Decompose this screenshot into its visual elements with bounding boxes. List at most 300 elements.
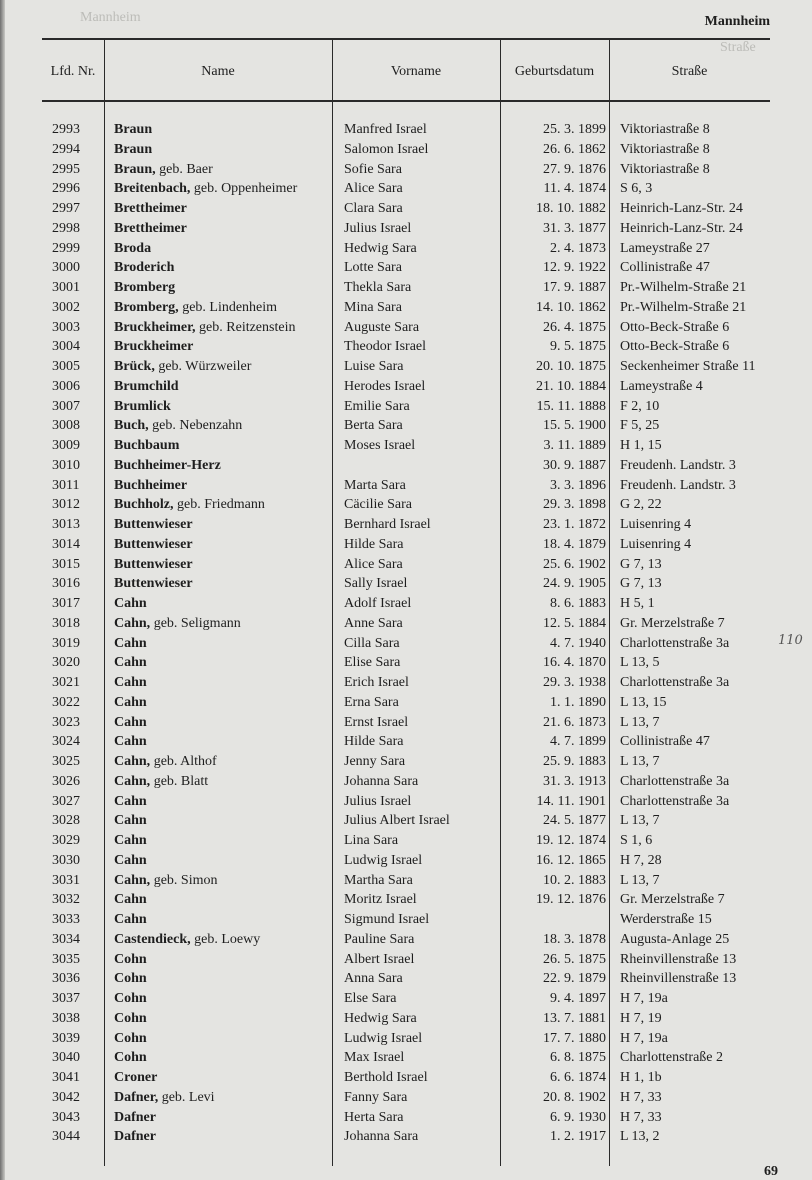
cell-nr: 3006 bbox=[52, 378, 80, 394]
maiden-name: geb. Blatt bbox=[150, 773, 209, 789]
table-row bbox=[0, 1068, 812, 1088]
cell-geburtsdatum: 23. 1. 1872 bbox=[543, 517, 606, 532]
cell-nr: 3019 bbox=[52, 635, 80, 651]
table-row bbox=[0, 239, 812, 259]
surname: Cahn bbox=[114, 694, 147, 710]
cell-nr: 3033 bbox=[52, 912, 80, 927]
surname: Cahn bbox=[114, 714, 147, 730]
cell-strasse: Lameystraße 4 bbox=[620, 378, 703, 394]
cell-geburtsdatum: 13. 7. 1881 bbox=[543, 1010, 606, 1026]
cell-vorname: Salomon Israel bbox=[344, 141, 429, 157]
cell-nr: 2999 bbox=[52, 240, 80, 256]
cell-geburtsdatum: 17. 7. 1880 bbox=[543, 1030, 606, 1046]
surname: Cohn bbox=[114, 1010, 147, 1026]
table-row bbox=[0, 476, 812, 496]
table-row bbox=[0, 160, 812, 180]
bleed-through-text: Mannheim bbox=[80, 10, 141, 25]
table-row bbox=[0, 456, 812, 476]
cell-geburtsdatum: 9. 4. 1897 bbox=[550, 991, 606, 1006]
cell-name bbox=[114, 693, 147, 713]
cell-vorname: Thekla Sara bbox=[344, 280, 412, 295]
cell-name bbox=[114, 239, 151, 259]
cell-nr: 3016 bbox=[52, 576, 80, 592]
surname: Cohn bbox=[114, 991, 147, 1006]
cell-geburtsdatum: 18. 4. 1879 bbox=[543, 536, 606, 552]
table-row bbox=[0, 831, 812, 851]
cell-name bbox=[114, 653, 147, 673]
cell-vorname: Erna Sara bbox=[344, 694, 399, 710]
maiden-name: geb. Friedmann bbox=[173, 497, 265, 513]
surname: Cahn, bbox=[114, 754, 151, 769]
table-row bbox=[0, 1048, 812, 1068]
cell-strasse: S 6, 3 bbox=[620, 181, 653, 197]
surname: Cahn bbox=[114, 734, 147, 750]
column-header-vorname: Vorname bbox=[390, 64, 442, 79]
surname: Castendieck, bbox=[114, 931, 191, 947]
cell-strasse: L 13, 5 bbox=[620, 655, 660, 671]
cell-nr: 3035 bbox=[52, 951, 80, 967]
cell-nr: 3030 bbox=[52, 852, 80, 868]
cell-vorname: Ludwig Israel bbox=[344, 1030, 423, 1046]
cell-name bbox=[114, 713, 147, 733]
cell-nr: 3027 bbox=[52, 793, 80, 809]
cell-name bbox=[114, 416, 242, 436]
surname: Dafner bbox=[114, 1129, 156, 1145]
table-row bbox=[0, 318, 812, 338]
cell-strasse: Collinistraße 47 bbox=[620, 734, 710, 750]
cell-vorname: Max Israel bbox=[344, 1050, 405, 1066]
surname: Buttenwieser bbox=[114, 556, 193, 572]
cell-vorname: Emilie Sara bbox=[344, 398, 410, 414]
cell-nr: 3044 bbox=[52, 1129, 80, 1145]
cell-strasse: Luisenring 4 bbox=[620, 517, 692, 532]
maiden-name: geb. Würzweiler bbox=[154, 359, 252, 374]
surname: Buttenwieser bbox=[114, 536, 193, 552]
cell-geburtsdatum: 31. 3. 1913 bbox=[543, 773, 606, 789]
surname: Broda bbox=[114, 240, 152, 256]
table-row bbox=[0, 950, 812, 970]
cell-strasse: H 5, 1 bbox=[620, 596, 655, 611]
table-row bbox=[0, 1108, 812, 1128]
surname: Brück, bbox=[114, 359, 155, 374]
cell-strasse: L 13, 7 bbox=[620, 813, 660, 829]
column-header-name: Name bbox=[201, 64, 235, 79]
table-row bbox=[0, 535, 812, 555]
cell-strasse: Charlottenstraße 3a bbox=[620, 635, 730, 651]
cell-name bbox=[114, 950, 147, 970]
cell-strasse: Rheinvillenstraße 13 bbox=[620, 951, 737, 967]
cell-nr: 3010 bbox=[52, 457, 80, 473]
cell-name bbox=[114, 120, 152, 140]
cell-geburtsdatum: 4. 7. 1899 bbox=[550, 734, 606, 750]
cell-name bbox=[114, 910, 147, 930]
cell-geburtsdatum: 4. 7. 1940 bbox=[550, 635, 606, 651]
cell-strasse: Charlottenstraße 3a bbox=[620, 675, 730, 690]
cell-geburtsdatum: 27. 9. 1876 bbox=[543, 161, 606, 177]
cell-geburtsdatum: 9. 5. 1875 bbox=[550, 339, 606, 355]
cell-nr: 3004 bbox=[52, 339, 80, 355]
cell-vorname: Berta Sara bbox=[344, 418, 403, 434]
cell-geburtsdatum: 21. 10. 1884 bbox=[536, 378, 606, 394]
table-row bbox=[0, 1088, 812, 1108]
cell-vorname: Ludwig Israel bbox=[344, 852, 423, 868]
table-row bbox=[0, 969, 812, 989]
cell-name bbox=[114, 1108, 156, 1128]
cell-name bbox=[114, 318, 295, 338]
cell-strasse: L 13, 15 bbox=[620, 694, 667, 710]
table-row bbox=[0, 653, 812, 673]
cell-vorname: Hilde Sara bbox=[344, 734, 404, 750]
table-row bbox=[0, 1009, 812, 1029]
cell-strasse: Werderstraße 15 bbox=[620, 912, 712, 927]
cell-name bbox=[114, 989, 147, 1009]
cell-strasse: H 1, 1b bbox=[620, 1070, 662, 1085]
table-row bbox=[0, 811, 812, 831]
surname: Cohn bbox=[114, 971, 147, 987]
cell-strasse: L 13, 7 bbox=[620, 754, 660, 769]
cell-name bbox=[114, 555, 193, 575]
cell-nr: 3022 bbox=[52, 694, 80, 710]
cell-strasse: Pr.-Wilhelm-Straße 21 bbox=[620, 280, 747, 295]
surname: Cohn bbox=[114, 1030, 147, 1046]
cell-name bbox=[114, 1048, 147, 1068]
cell-name bbox=[114, 179, 297, 199]
cell-name bbox=[114, 831, 147, 851]
cell-name bbox=[114, 160, 213, 180]
surname: Cahn bbox=[114, 852, 147, 868]
surname: Bromberg, bbox=[114, 299, 179, 315]
cell-name bbox=[114, 436, 179, 456]
table-row bbox=[0, 1127, 812, 1147]
cell-strasse: H 7, 33 bbox=[620, 1109, 662, 1125]
cell-geburtsdatum: 16. 4. 1870 bbox=[543, 655, 606, 671]
table-row bbox=[0, 397, 812, 417]
table-row bbox=[0, 515, 812, 535]
surname: Croner bbox=[114, 1070, 158, 1085]
surname: Cahn bbox=[114, 813, 147, 829]
maiden-name: geb. Baer bbox=[155, 161, 213, 177]
table-row bbox=[0, 120, 812, 140]
cell-strasse: Rheinvillenstraße 13 bbox=[620, 971, 737, 987]
table-row bbox=[0, 989, 812, 1009]
cell-name bbox=[114, 772, 208, 792]
cell-nr: 3018 bbox=[52, 615, 80, 631]
surname: Cahn, bbox=[114, 615, 151, 631]
city-heading: Mannheim bbox=[704, 14, 770, 29]
cell-vorname: Fanny Sara bbox=[344, 1089, 408, 1105]
cell-geburtsdatum: 26. 5. 1875 bbox=[543, 951, 606, 967]
cell-name bbox=[114, 397, 171, 417]
cell-vorname: Mina Sara bbox=[344, 299, 402, 315]
cell-geburtsdatum: 24. 9. 1905 bbox=[543, 576, 606, 592]
cell-geburtsdatum: 20. 10. 1875 bbox=[536, 359, 606, 374]
cell-geburtsdatum: 29. 3. 1898 bbox=[543, 497, 606, 513]
surname: Buch, bbox=[114, 418, 149, 434]
column-header-geburtsdatum: Geburtsdatum bbox=[514, 64, 595, 79]
cell-geburtsdatum: 31. 3. 1877 bbox=[543, 220, 606, 236]
cell-name bbox=[114, 535, 193, 555]
cell-name bbox=[114, 377, 179, 397]
cell-name bbox=[114, 515, 193, 535]
table-row bbox=[0, 495, 812, 515]
cell-strasse: L 13, 7 bbox=[620, 872, 660, 888]
surname: Buttenwieser bbox=[114, 576, 193, 592]
cell-name bbox=[114, 495, 265, 515]
cell-vorname: Erich Israel bbox=[344, 675, 409, 690]
cell-name bbox=[114, 930, 260, 950]
maiden-name: geb. Althof bbox=[150, 754, 217, 769]
cell-nr: 3026 bbox=[52, 773, 80, 789]
cell-name bbox=[114, 1009, 147, 1029]
cell-name bbox=[114, 476, 187, 496]
surname: Breitenbach, bbox=[114, 181, 191, 197]
surname: Cahn, bbox=[114, 773, 151, 789]
cell-geburtsdatum: 12. 9. 1922 bbox=[543, 260, 606, 276]
table-row bbox=[0, 594, 812, 614]
surname: Bruckheimer bbox=[114, 339, 194, 355]
surname: Dafner, bbox=[114, 1089, 159, 1105]
cell-geburtsdatum: 26. 6. 1862 bbox=[543, 141, 606, 157]
table-row bbox=[0, 851, 812, 871]
table-row bbox=[0, 258, 812, 278]
surname: Cahn bbox=[114, 596, 147, 611]
cell-strasse: F 5, 25 bbox=[620, 418, 660, 434]
cell-vorname: Cäcilie Sara bbox=[344, 497, 413, 513]
cell-vorname: Lina Sara bbox=[344, 833, 399, 848]
cell-nr: 3014 bbox=[52, 536, 80, 552]
cell-geburtsdatum: 8. 6. 1883 bbox=[550, 596, 606, 611]
cell-geburtsdatum: 18. 3. 1878 bbox=[543, 931, 606, 947]
table-row bbox=[0, 436, 812, 456]
surname: Cahn bbox=[114, 635, 147, 651]
column-header-strasse: Straße bbox=[671, 64, 708, 79]
cell-strasse: Freudenh. Landstr. 3 bbox=[620, 457, 736, 473]
cell-nr: 3042 bbox=[52, 1089, 80, 1105]
cell-vorname: Hedwig Sara bbox=[344, 1010, 417, 1026]
cell-name bbox=[114, 337, 193, 357]
cell-vorname: Adolf Israel bbox=[344, 596, 412, 611]
cell-vorname: Hilde Sara bbox=[344, 536, 404, 552]
cell-geburtsdatum: 14. 10. 1862 bbox=[536, 299, 606, 315]
surname: Broderich bbox=[114, 260, 175, 276]
table-row bbox=[0, 910, 812, 930]
cell-strasse: H 7, 19 bbox=[620, 1010, 662, 1026]
cell-geburtsdatum: 1. 1. 1890 bbox=[550, 694, 606, 710]
table-row bbox=[0, 713, 812, 733]
cell-name bbox=[114, 752, 217, 772]
cell-vorname: Elise Sara bbox=[344, 655, 401, 671]
cell-nr: 3013 bbox=[52, 517, 80, 532]
cell-strasse: Gr. Merzelstraße 7 bbox=[620, 615, 725, 631]
table-row bbox=[0, 890, 812, 910]
maiden-name: geb. Levi bbox=[158, 1089, 215, 1105]
cell-vorname: Pauline Sara bbox=[344, 931, 415, 947]
cell-vorname: Martha Sara bbox=[344, 872, 413, 888]
surname: Cahn bbox=[114, 912, 147, 927]
cell-strasse: G 2, 22 bbox=[620, 497, 662, 513]
surname: Brettheimer bbox=[114, 220, 187, 236]
surname: Buchholz, bbox=[114, 497, 174, 513]
cell-name bbox=[114, 732, 147, 752]
surname: Brumchild bbox=[114, 378, 179, 394]
maiden-name: geb. Loewy bbox=[190, 931, 261, 947]
cell-strasse: Lameystraße 27 bbox=[620, 240, 710, 256]
surname: Cahn bbox=[114, 655, 147, 671]
cell-nr: 2996 bbox=[52, 181, 80, 197]
maiden-name: geb. Nebenzahn bbox=[148, 418, 243, 434]
cell-vorname: Julius Albert Israel bbox=[344, 813, 450, 829]
cell-geburtsdatum: 24. 5. 1877 bbox=[543, 813, 606, 829]
bleed-through-text: Straße bbox=[720, 40, 756, 55]
cell-nr: 3017 bbox=[52, 596, 80, 611]
cell-vorname: Julius Israel bbox=[344, 220, 412, 236]
cell-nr: 3008 bbox=[52, 418, 80, 434]
cell-strasse: H 1, 15 bbox=[620, 438, 662, 453]
cell-strasse: Freudenh. Landstr. 3 bbox=[620, 477, 736, 493]
cell-strasse: G 7, 13 bbox=[620, 556, 662, 572]
cell-geburtsdatum: 2. 4. 1873 bbox=[550, 240, 606, 256]
cell-geburtsdatum: 3. 3. 1896 bbox=[550, 477, 606, 493]
table-row bbox=[0, 871, 812, 891]
cell-vorname: Auguste Sara bbox=[344, 319, 420, 335]
table-row bbox=[0, 634, 812, 654]
cell-nr: 3024 bbox=[52, 734, 80, 750]
table-row bbox=[0, 357, 812, 377]
cell-strasse: F 2, 10 bbox=[620, 398, 660, 414]
cell-nr: 3031 bbox=[52, 872, 80, 888]
cell-geburtsdatum: 25. 3. 1899 bbox=[543, 122, 606, 137]
cell-geburtsdatum: 11. 4. 1874 bbox=[543, 181, 606, 197]
cell-vorname: Theodor Israel bbox=[344, 339, 427, 355]
table-row bbox=[0, 930, 812, 950]
cell-vorname: Clara Sara bbox=[344, 201, 403, 216]
table-row bbox=[0, 673, 812, 693]
cell-name bbox=[114, 673, 147, 693]
cell-strasse: H 7, 33 bbox=[620, 1089, 662, 1105]
table-top-rule bbox=[42, 38, 770, 40]
cell-vorname: Lotte Sara bbox=[344, 260, 402, 276]
cell-vorname: Ernst Israel bbox=[344, 714, 409, 730]
surname: Cohn bbox=[114, 1050, 147, 1066]
cell-name bbox=[114, 1068, 157, 1088]
cell-strasse: L 13, 7 bbox=[620, 714, 660, 730]
cell-nr: 2995 bbox=[52, 161, 80, 177]
cell-nr: 3038 bbox=[52, 1010, 80, 1026]
cell-geburtsdatum: 1. 2. 1917 bbox=[550, 1129, 606, 1145]
table-row bbox=[0, 219, 812, 239]
surname: Braun, bbox=[114, 161, 156, 177]
cell-nr: 3011 bbox=[52, 477, 80, 493]
table-row bbox=[0, 416, 812, 436]
cell-strasse: Otto-Beck-Straße 6 bbox=[620, 319, 730, 335]
cell-vorname: Berthold Israel bbox=[344, 1070, 428, 1085]
cell-geburtsdatum: 29. 3. 1938 bbox=[543, 675, 606, 690]
cell-strasse: Viktoriastraße 8 bbox=[620, 122, 710, 137]
maiden-name: geb. Lindenheim bbox=[178, 299, 278, 315]
cell-name bbox=[114, 278, 175, 298]
cell-strasse: Otto-Beck-Straße 6 bbox=[620, 339, 730, 355]
cell-nr: 3029 bbox=[52, 833, 80, 848]
cell-name bbox=[114, 890, 147, 910]
cell-vorname: Jenny Sara bbox=[344, 754, 406, 769]
cell-nr: 2998 bbox=[52, 220, 80, 236]
cell-geburtsdatum: 17. 9. 1887 bbox=[543, 280, 606, 295]
table-row bbox=[0, 298, 812, 318]
cell-name bbox=[114, 614, 241, 634]
cell-nr: 3023 bbox=[52, 714, 80, 730]
cell-name bbox=[114, 199, 187, 219]
cell-strasse: Heinrich-Lanz-Str. 24 bbox=[620, 201, 743, 216]
table-row bbox=[0, 140, 812, 160]
surname: Bruckheimer, bbox=[114, 319, 196, 335]
cell-geburtsdatum: 22. 9. 1879 bbox=[543, 971, 606, 987]
cell-name bbox=[114, 298, 277, 318]
cell-name bbox=[114, 258, 174, 278]
table-row bbox=[0, 752, 812, 772]
cell-strasse: Viktoriastraße 8 bbox=[620, 161, 710, 177]
cell-strasse: Charlottenstraße 3a bbox=[620, 773, 730, 789]
cell-geburtsdatum: 6. 9. 1930 bbox=[550, 1109, 606, 1125]
cell-geburtsdatum: 16. 12. 1865 bbox=[536, 852, 606, 868]
cell-nr: 3002 bbox=[52, 299, 80, 315]
cell-vorname: Manfred Israel bbox=[344, 122, 427, 137]
maiden-name: geb. Seligmann bbox=[150, 615, 241, 631]
surname: Cahn, bbox=[114, 872, 151, 888]
cell-name bbox=[114, 140, 152, 160]
surname: Cahn bbox=[114, 833, 147, 848]
cell-vorname: Else Sara bbox=[344, 991, 397, 1006]
table-row bbox=[0, 1029, 812, 1049]
surname: Buttenwieser bbox=[114, 517, 193, 532]
surname: Buchheimer-Herz bbox=[114, 457, 221, 473]
cell-name bbox=[114, 594, 147, 614]
cell-vorname: Marta Sara bbox=[344, 477, 406, 493]
cell-strasse: Charlottenstraße 3a bbox=[620, 793, 730, 809]
cell-geburtsdatum: 26. 4. 1875 bbox=[543, 319, 606, 335]
cell-name bbox=[114, 969, 147, 989]
surname: Braun bbox=[114, 122, 153, 137]
cell-vorname: Moses Israel bbox=[344, 438, 416, 453]
cell-geburtsdatum: 19. 12. 1876 bbox=[536, 892, 606, 908]
cell-nr: 3001 bbox=[52, 280, 80, 295]
cell-nr: 3043 bbox=[52, 1109, 80, 1125]
cell-vorname: Anna Sara bbox=[344, 971, 403, 987]
cell-vorname: Johanna Sara bbox=[344, 773, 419, 789]
cell-geburtsdatum: 30. 9. 1887 bbox=[543, 457, 606, 473]
cell-vorname: Bernhard Israel bbox=[344, 517, 431, 532]
cell-nr: 2993 bbox=[52, 122, 80, 137]
cell-nr: 3041 bbox=[52, 1070, 80, 1085]
cell-geburtsdatum: 25. 9. 1883 bbox=[543, 754, 606, 769]
cell-strasse: Viktoriastraße 8 bbox=[620, 141, 710, 157]
cell-vorname: Johanna Sara bbox=[344, 1129, 419, 1145]
cell-name bbox=[114, 219, 187, 239]
cell-name bbox=[114, 792, 147, 812]
cell-nr: 2997 bbox=[52, 201, 80, 216]
surname: Dafner bbox=[114, 1109, 156, 1125]
cell-geburtsdatum: 3. 11. 1889 bbox=[543, 438, 606, 453]
cell-vorname: Alice Sara bbox=[344, 181, 403, 197]
cell-vorname: Cilla Sara bbox=[344, 635, 400, 651]
surname: Cahn bbox=[114, 892, 147, 908]
cell-strasse: Heinrich-Lanz-Str. 24 bbox=[620, 220, 743, 236]
cell-nr: 3020 bbox=[52, 655, 80, 671]
cell-strasse: H 7, 19a bbox=[620, 991, 668, 1006]
cell-nr: 3039 bbox=[52, 1030, 80, 1046]
cell-nr: 3037 bbox=[52, 991, 80, 1006]
cell-nr: 3009 bbox=[52, 438, 80, 453]
cell-geburtsdatum: 20. 8. 1902 bbox=[543, 1089, 606, 1105]
